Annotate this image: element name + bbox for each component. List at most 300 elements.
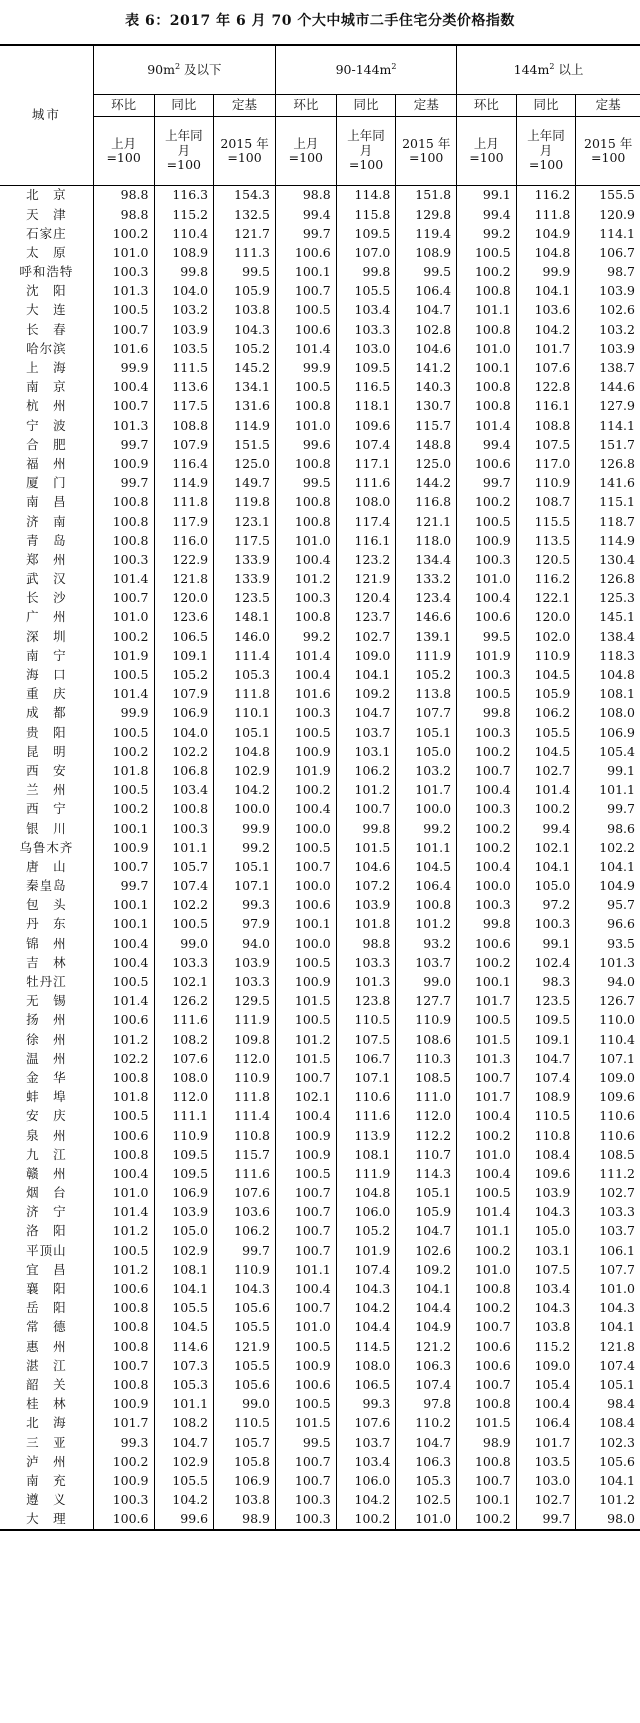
index-cell: 111.8 xyxy=(154,493,214,512)
index-cell: 100.2 xyxy=(93,742,154,761)
city-cell: 太 原 xyxy=(26,244,67,260)
index-cell: 100.7 xyxy=(275,1203,336,1222)
index-cell: 104.7 xyxy=(154,1433,214,1452)
table-row xyxy=(0,1280,640,1299)
city-cell: 吉 林 xyxy=(26,954,67,970)
index-cell: 99.8 xyxy=(336,263,396,282)
index-cell: 103.2 xyxy=(396,762,457,781)
city-cell: 西 安 xyxy=(26,762,67,778)
city-cell: 合 肥 xyxy=(26,436,67,452)
index-cell: 104.4 xyxy=(336,1318,396,1337)
city-cell: 重 庆 xyxy=(26,686,67,702)
index-cell: 134.1 xyxy=(214,378,276,397)
index-cell: 111.4 xyxy=(214,647,276,666)
index-cell: 117.4 xyxy=(336,512,396,531)
table-row xyxy=(0,1030,640,1049)
index-cell: 103.2 xyxy=(154,301,214,320)
index-cell: 99.9 xyxy=(516,263,576,282)
table-row xyxy=(0,685,640,704)
index-cell: 99.0 xyxy=(214,1395,276,1414)
index-cell: 106.0 xyxy=(336,1472,396,1491)
index-cell: 116.1 xyxy=(516,397,576,416)
table-header xyxy=(0,45,640,186)
index-cell: 99.7 xyxy=(214,1241,276,1260)
city-cell: 湛 江 xyxy=(26,1357,67,1373)
sub-header-cell: 环比 xyxy=(275,95,336,117)
index-cell: 97.8 xyxy=(396,1395,457,1414)
index-cell: 103.9 xyxy=(154,320,214,339)
index-cell: 114.6 xyxy=(154,1337,214,1356)
table-row xyxy=(0,301,640,320)
table-row xyxy=(0,992,640,1011)
city-cell: 南 昌 xyxy=(26,494,67,510)
table-row xyxy=(0,1203,640,1222)
index-cell: 101.5 xyxy=(457,1030,517,1049)
index-cell: 99.9 xyxy=(275,359,336,378)
index-cell: 107.6 xyxy=(516,359,576,378)
index-cell: 101.0 xyxy=(275,531,336,550)
group-header-90-below xyxy=(93,45,275,95)
index-cell: 101.7 xyxy=(516,340,576,359)
index-cell: 100.1 xyxy=(93,819,154,838)
index-cell: 114.3 xyxy=(396,1165,457,1184)
index-cell: 99.9 xyxy=(93,359,154,378)
index-cell: 101.4 xyxy=(457,1203,517,1222)
index-cell: 103.9 xyxy=(516,1184,576,1203)
index-cell: 99.7 xyxy=(93,877,154,896)
index-cell: 99.7 xyxy=(93,435,154,454)
index-cell: 103.0 xyxy=(516,1472,576,1491)
index-cell: 112.0 xyxy=(396,1107,457,1126)
index-cell: 105.3 xyxy=(214,666,276,685)
index-cell: 111.0 xyxy=(396,1088,457,1107)
index-cell: 100.6 xyxy=(93,1011,154,1030)
table-row xyxy=(0,205,640,224)
index-cell: 102.2 xyxy=(93,1049,154,1068)
index-cell: 110.3 xyxy=(396,1049,457,1068)
index-cell: 110.8 xyxy=(214,1126,276,1145)
index-cell: 105.2 xyxy=(396,666,457,685)
index-cell: 94.0 xyxy=(576,973,640,992)
index-cell: 104.1 xyxy=(154,1280,214,1299)
base-header-cell: 上月 =100 xyxy=(93,117,154,186)
city-cell: 宁 波 xyxy=(26,417,67,433)
index-cell: 99.8 xyxy=(336,819,396,838)
index-cell: 101.2 xyxy=(336,781,396,800)
index-cell: 99.0 xyxy=(154,934,214,953)
index-cell: 94.0 xyxy=(214,934,276,953)
index-cell: 108.7 xyxy=(516,493,576,512)
city-cell: 锦 州 xyxy=(26,935,67,951)
table-row xyxy=(0,723,640,742)
index-cell: 106.4 xyxy=(396,877,457,896)
index-cell: 109.1 xyxy=(516,1030,576,1049)
index-cell: 99.5 xyxy=(396,263,457,282)
city-cell: 泸 州 xyxy=(26,1453,67,1469)
group-label: 90-144m xyxy=(335,62,392,78)
index-cell: 110.5 xyxy=(516,1107,576,1126)
index-cell: 100.2 xyxy=(93,800,154,819)
group-label: 144m xyxy=(513,62,550,78)
index-cell: 103.4 xyxy=(154,781,214,800)
index-cell: 103.8 xyxy=(214,301,276,320)
index-cell: 102.1 xyxy=(516,838,576,857)
index-cell: 101.7 xyxy=(93,1414,154,1433)
index-cell: 105.5 xyxy=(154,1472,214,1491)
index-cell: 101.8 xyxy=(336,915,396,934)
index-cell: 100.3 xyxy=(516,915,576,934)
index-cell: 110.9 xyxy=(214,1261,276,1280)
index-cell: 100.5 xyxy=(457,244,517,263)
index-cell: 119.4 xyxy=(396,224,457,243)
index-cell: 127.9 xyxy=(576,397,640,416)
index-cell: 108.0 xyxy=(336,1356,396,1375)
index-cell: 100.9 xyxy=(275,1356,336,1375)
index-cell: 103.7 xyxy=(336,723,396,742)
index-cell: 109.5 xyxy=(154,1145,214,1164)
index-cell: 115.2 xyxy=(154,205,214,224)
index-cell: 103.6 xyxy=(214,1203,276,1222)
index-cell: 100.4 xyxy=(457,858,517,877)
table-row xyxy=(0,589,640,608)
index-cell: 99.1 xyxy=(457,186,517,206)
index-cell: 100.3 xyxy=(457,551,517,570)
index-cell: 109.0 xyxy=(336,647,396,666)
index-cell: 104.3 xyxy=(214,1280,276,1299)
index-cell: 102.5 xyxy=(396,1491,457,1510)
index-cell: 123.1 xyxy=(214,512,276,531)
index-cell: 134.4 xyxy=(396,551,457,570)
index-cell: 100.6 xyxy=(275,244,336,263)
index-cell: 100.0 xyxy=(275,934,336,953)
table-row xyxy=(0,1165,640,1184)
index-cell: 120.0 xyxy=(154,589,214,608)
table-row xyxy=(0,474,640,493)
index-cell: 110.4 xyxy=(576,1030,640,1049)
index-cell: 104.8 xyxy=(214,742,276,761)
index-cell: 99.5 xyxy=(214,263,276,282)
index-cell: 105.0 xyxy=(516,877,576,896)
city-cell: 桂 林 xyxy=(26,1396,67,1412)
table-row xyxy=(0,819,640,838)
index-cell: 100.6 xyxy=(457,1356,517,1375)
index-cell: 111.9 xyxy=(214,1011,276,1030)
index-cell: 103.3 xyxy=(214,973,276,992)
index-cell: 104.1 xyxy=(576,858,640,877)
index-cell: 100.2 xyxy=(93,1452,154,1471)
index-cell: 100.4 xyxy=(275,1280,336,1299)
index-cell: 103.1 xyxy=(516,1241,576,1260)
index-cell: 100.3 xyxy=(457,723,517,742)
table-row xyxy=(0,1395,640,1414)
table-row xyxy=(0,282,640,301)
table-row xyxy=(0,1356,640,1375)
price-index-table xyxy=(0,44,640,1531)
index-cell: 109.5 xyxy=(336,224,396,243)
table-row xyxy=(0,647,640,666)
index-cell: 112.2 xyxy=(396,1126,457,1145)
city-cell: 深 圳 xyxy=(26,628,67,644)
index-cell: 114.9 xyxy=(154,474,214,493)
index-cell: 109.0 xyxy=(516,1356,576,1375)
index-cell: 104.1 xyxy=(516,282,576,301)
table-row xyxy=(0,1107,640,1126)
index-cell: 101.2 xyxy=(93,1030,154,1049)
index-cell: 100.5 xyxy=(275,1011,336,1030)
index-cell: 110.5 xyxy=(336,1011,396,1030)
index-cell: 111.2 xyxy=(576,1165,640,1184)
index-cell: 101.4 xyxy=(93,685,154,704)
index-cell: 100.5 xyxy=(275,1395,336,1414)
table-row xyxy=(0,973,640,992)
city-cell: 泉 州 xyxy=(26,1127,67,1143)
index-cell: 111.9 xyxy=(396,647,457,666)
index-cell: 141.6 xyxy=(576,474,640,493)
index-cell: 100.3 xyxy=(93,1491,154,1510)
index-cell: 100.2 xyxy=(275,781,336,800)
index-cell: 100.6 xyxy=(457,934,517,953)
index-cell: 100.7 xyxy=(93,397,154,416)
index-cell: 130.7 xyxy=(396,397,457,416)
index-cell: 99.7 xyxy=(275,224,336,243)
index-cell: 101.1 xyxy=(154,1395,214,1414)
index-cell: 116.8 xyxy=(396,493,457,512)
index-cell: 125.0 xyxy=(214,455,276,474)
base-header-cell: 上月 =100 xyxy=(457,117,517,186)
city-cell: 蚌 埠 xyxy=(26,1089,67,1105)
city-cell: 平顶山 xyxy=(26,1242,67,1258)
index-cell: 101.2 xyxy=(275,1030,336,1049)
index-cell: 100.4 xyxy=(93,378,154,397)
index-cell: 133.9 xyxy=(214,570,276,589)
index-cell: 109.6 xyxy=(576,1088,640,1107)
index-cell: 106.8 xyxy=(154,762,214,781)
index-cell: 100.4 xyxy=(93,954,154,973)
index-cell: 98.8 xyxy=(275,186,336,206)
index-cell: 105.5 xyxy=(214,1356,276,1375)
index-cell: 100.3 xyxy=(457,800,517,819)
index-cell: 100.7 xyxy=(275,1222,336,1241)
index-cell: 115.2 xyxy=(516,1337,576,1356)
index-cell: 101.9 xyxy=(275,762,336,781)
index-cell: 105.4 xyxy=(516,1376,576,1395)
index-cell: 106.4 xyxy=(396,282,457,301)
index-cell: 125.3 xyxy=(576,589,640,608)
index-cell: 116.1 xyxy=(336,531,396,550)
index-cell: 105.0 xyxy=(516,1222,576,1241)
index-cell: 111.4 xyxy=(214,1107,276,1126)
index-cell: 121.9 xyxy=(336,570,396,589)
index-cell: 104.5 xyxy=(516,666,576,685)
index-cell: 99.4 xyxy=(457,435,517,454)
index-cell: 115.8 xyxy=(336,205,396,224)
table-row xyxy=(0,263,640,282)
table-title: 表 6：2017 年 6 月 70 个大中城市二手住宅分类价格指数 xyxy=(125,13,515,29)
table-row xyxy=(0,1241,640,1260)
index-cell: 100.1 xyxy=(457,1491,517,1510)
index-cell: 104.1 xyxy=(396,1280,457,1299)
index-cell: 102.9 xyxy=(154,1452,214,1471)
index-cell: 107.5 xyxy=(516,435,576,454)
index-cell: 108.2 xyxy=(154,1030,214,1049)
sub-header-cell: 环比 xyxy=(457,95,517,117)
index-cell: 96.6 xyxy=(576,915,640,934)
index-cell: 114.9 xyxy=(214,416,276,435)
table-row xyxy=(0,877,640,896)
index-cell: 123.7 xyxy=(336,608,396,627)
index-cell: 110.9 xyxy=(516,647,576,666)
city-cell: 大 连 xyxy=(26,302,67,318)
index-cell: 104.5 xyxy=(396,858,457,877)
city-cell: 九 江 xyxy=(26,1146,67,1162)
index-cell: 102.2 xyxy=(154,896,214,915)
index-cell: 110.6 xyxy=(576,1107,640,1126)
index-cell: 104.1 xyxy=(336,666,396,685)
table-row xyxy=(0,570,640,589)
index-cell: 110.4 xyxy=(154,224,214,243)
index-cell: 100.3 xyxy=(275,589,336,608)
index-cell: 100.0 xyxy=(396,800,457,819)
group-sup: 2 xyxy=(391,62,397,72)
index-cell: 105.9 xyxy=(396,1203,457,1222)
index-cell: 100.8 xyxy=(93,512,154,531)
sub-header-cell: 同比 xyxy=(336,95,396,117)
index-cell: 100.9 xyxy=(275,1145,336,1164)
group-suffix: 以上 xyxy=(554,62,584,78)
index-cell: 100.5 xyxy=(93,1107,154,1126)
index-cell: 111.6 xyxy=(214,1165,276,1184)
index-cell: 99.7 xyxy=(516,1510,576,1530)
index-cell: 133.9 xyxy=(214,551,276,570)
index-cell: 100.5 xyxy=(275,838,336,857)
index-cell: 127.7 xyxy=(396,992,457,1011)
city-cell: 徐 州 xyxy=(26,1031,67,1047)
index-cell: 105.5 xyxy=(154,1299,214,1318)
index-cell: 99.9 xyxy=(93,704,154,723)
index-cell: 100.6 xyxy=(93,1280,154,1299)
table-row xyxy=(0,1088,640,1107)
index-cell: 116.5 xyxy=(336,378,396,397)
index-cell: 100.3 xyxy=(275,1510,336,1530)
index-cell: 100.2 xyxy=(457,819,517,838)
city-cell: 宜 昌 xyxy=(26,1261,67,1277)
index-cell: 151.8 xyxy=(396,186,457,206)
index-cell: 100.0 xyxy=(214,800,276,819)
index-cell: 102.1 xyxy=(275,1088,336,1107)
index-cell: 122.1 xyxy=(516,589,576,608)
table-row xyxy=(0,1261,640,1280)
table-row xyxy=(0,762,640,781)
table-row xyxy=(0,704,640,723)
index-cell: 108.8 xyxy=(154,416,214,435)
index-cell: 116.0 xyxy=(154,531,214,550)
index-cell: 100.4 xyxy=(275,551,336,570)
index-cell: 100.8 xyxy=(93,1145,154,1164)
index-cell: 101.0 xyxy=(93,608,154,627)
index-cell: 100.9 xyxy=(275,1126,336,1145)
index-cell: 101.0 xyxy=(576,1280,640,1299)
index-cell: 101.1 xyxy=(154,838,214,857)
index-cell: 111.6 xyxy=(336,1107,396,1126)
index-cell: 105.3 xyxy=(396,1472,457,1491)
index-cell: 99.9 xyxy=(214,819,276,838)
index-cell: 101.6 xyxy=(275,685,336,704)
index-cell: 106.7 xyxy=(336,1049,396,1068)
index-cell: 110.2 xyxy=(396,1414,457,1433)
index-cell: 151.7 xyxy=(576,435,640,454)
index-cell: 102.6 xyxy=(396,1241,457,1260)
index-cell: 98.4 xyxy=(576,1395,640,1414)
index-cell: 104.7 xyxy=(396,301,457,320)
index-cell: 102.9 xyxy=(214,762,276,781)
index-cell: 100.4 xyxy=(93,1165,154,1184)
index-cell: 100.4 xyxy=(275,1107,336,1126)
index-cell: 97.2 xyxy=(516,896,576,915)
index-cell: 104.5 xyxy=(154,1318,214,1337)
table-row xyxy=(0,1433,640,1452)
index-cell: 99.6 xyxy=(154,1510,214,1530)
index-cell: 100.4 xyxy=(275,800,336,819)
index-cell: 100.7 xyxy=(275,282,336,301)
table-row xyxy=(0,512,640,531)
index-cell: 141.2 xyxy=(396,359,457,378)
index-cell: 100.9 xyxy=(457,531,517,550)
index-cell: 101.1 xyxy=(457,301,517,320)
index-cell: 93.2 xyxy=(396,934,457,953)
index-cell: 100.9 xyxy=(93,1472,154,1491)
index-cell: 100.5 xyxy=(93,973,154,992)
index-cell: 99.3 xyxy=(214,896,276,915)
city-cell: 乌鲁木齐 xyxy=(19,839,74,855)
index-cell: 108.0 xyxy=(336,493,396,512)
index-cell: 100.5 xyxy=(93,781,154,800)
index-cell: 100.5 xyxy=(154,915,214,934)
index-cell: 100.5 xyxy=(275,1165,336,1184)
index-cell: 100.4 xyxy=(516,1395,576,1414)
index-cell: 100.2 xyxy=(457,1510,517,1530)
table-row xyxy=(0,531,640,550)
index-cell: 116.2 xyxy=(516,186,576,206)
index-cell: 101.5 xyxy=(336,838,396,857)
index-cell: 100.8 xyxy=(275,455,336,474)
index-cell: 100.8 xyxy=(93,1069,154,1088)
index-cell: 98.6 xyxy=(576,819,640,838)
index-cell: 102.7 xyxy=(336,627,396,646)
index-cell: 109.5 xyxy=(154,1165,214,1184)
index-cell: 100.8 xyxy=(457,378,517,397)
index-cell: 100.8 xyxy=(457,320,517,339)
index-cell: 105.9 xyxy=(214,282,276,301)
index-cell: 100.8 xyxy=(396,896,457,915)
index-cell: 100.8 xyxy=(93,1318,154,1337)
base-header-cell: 上年同 月 =100 xyxy=(516,117,576,186)
index-cell: 101.3 xyxy=(93,282,154,301)
index-cell: 100.9 xyxy=(275,973,336,992)
index-cell: 105.6 xyxy=(214,1299,276,1318)
index-cell: 100.5 xyxy=(275,301,336,320)
index-cell: 114.1 xyxy=(576,416,640,435)
index-cell: 132.5 xyxy=(214,205,276,224)
index-cell: 126.7 xyxy=(576,992,640,1011)
index-cell: 100.6 xyxy=(457,455,517,474)
index-cell: 103.3 xyxy=(154,954,214,973)
index-cell: 116.3 xyxy=(154,186,214,206)
base-header-cell: 2015 年 =100 xyxy=(214,117,276,186)
index-cell: 100.2 xyxy=(516,800,576,819)
index-cell: 104.1 xyxy=(576,1318,640,1337)
index-cell: 115.7 xyxy=(214,1145,276,1164)
city-cell: 兰 州 xyxy=(26,782,67,798)
